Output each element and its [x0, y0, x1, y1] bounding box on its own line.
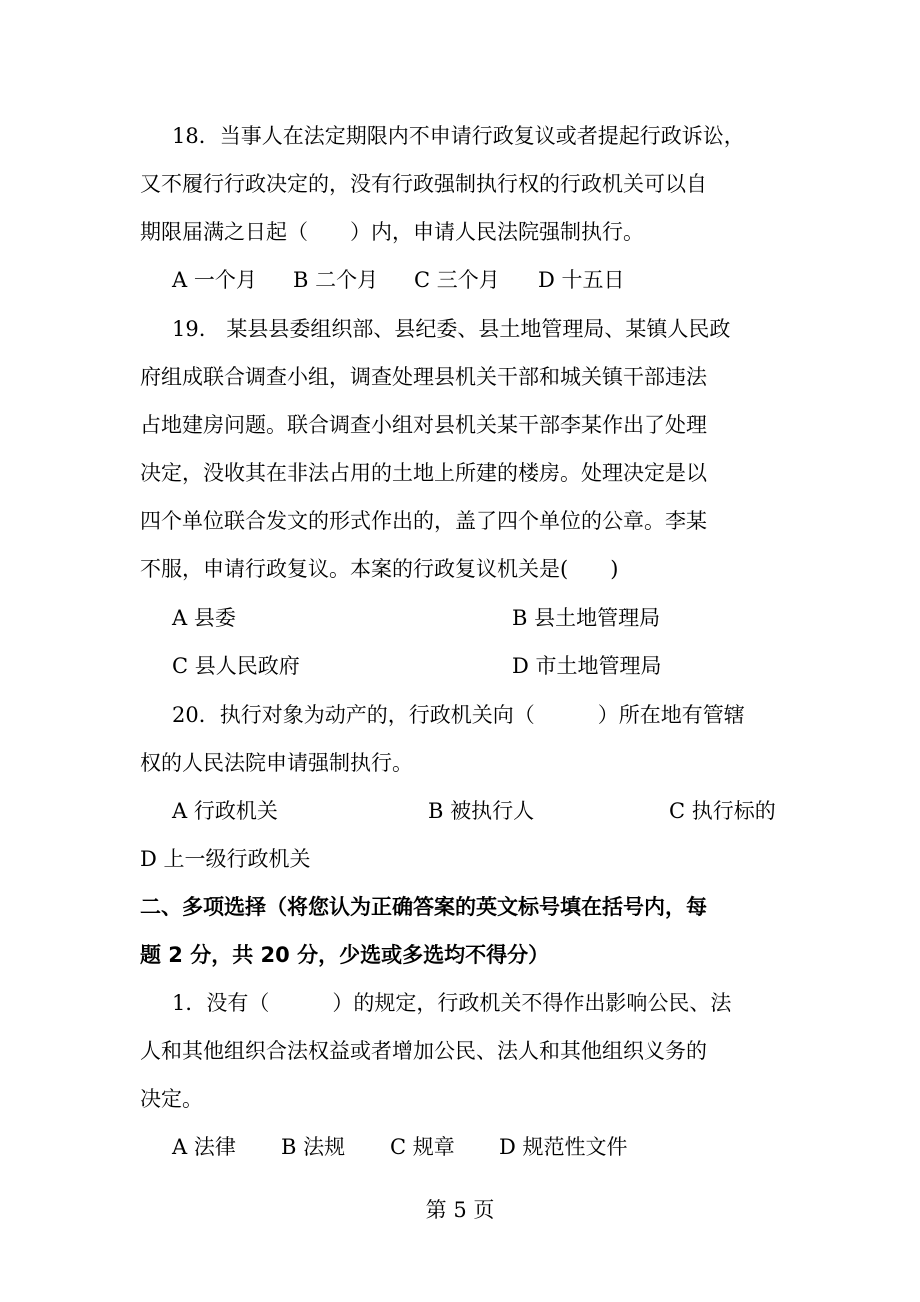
section-2-heading-line-2: 题 2 分，共 20 分，少选或多选均不得分）	[140, 943, 550, 967]
mq1-line-3: 决定。	[140, 1087, 203, 1111]
q18-option-a: A 一个月	[172, 268, 257, 292]
mq1-line-2: 人和其他组织合法权益或者增加公民、法人和其他组织义务的	[140, 1039, 707, 1063]
q19-option-c: C 县人民政府	[172, 654, 300, 678]
mq1-option-b: B 法规	[281, 1135, 346, 1159]
q19-line-6: 不服，申请行政复议。本案的行政复议机关是( )	[140, 557, 619, 581]
q19-option-a: A 县委	[172, 606, 236, 630]
mq1-option-d: D 规范性文件	[499, 1135, 628, 1159]
q18-line-2: 又不履行行政决定的，没有行政强制执行权的行政机关可以自	[140, 172, 707, 196]
q20-option-a: A 行政机关	[172, 799, 278, 823]
q18-line-3: 期限届满之日起（ ）内，申请人民法院强制执行。	[140, 220, 644, 244]
q18-option-c: C 三个月	[414, 268, 500, 292]
q19-option-d: D 市土地管理局	[512, 654, 662, 678]
q19-line-4: 决定，没收其在非法占用的土地上所建的楼房。处理决定是以	[140, 461, 707, 485]
q19-line-5: 四个单位联合发文的形式作出的，盖了四个单位的公章。李某	[140, 509, 707, 533]
q19-line-2: 府组成联合调查小组，调查处理县机关干部和城关镇干部违法	[140, 365, 707, 389]
mq1-line-1: 1．没有（ ）的规定，行政机关不得作出影响公民、法	[172, 991, 732, 1015]
q18-option-b: B 二个月	[293, 268, 379, 292]
q18-option-d: D 十五日	[538, 268, 625, 292]
q19-option-b: B 县土地管理局	[512, 606, 661, 630]
mq1-option-c: C 规章	[390, 1135, 455, 1159]
q19-line-1: 19. 某县县委组织部、县纪委、县土地管理局、某镇人民政	[172, 317, 731, 341]
q20-option-c: C 执行标的	[669, 799, 776, 823]
page-number: 第 5 页	[425, 1198, 495, 1222]
q20-line-1: 20．执行对象为动产的，行政机关向（ ）所在地有管辖	[172, 703, 745, 727]
q20-option-b: B 被执行人	[428, 799, 535, 823]
mq1-option-a: A 法律	[172, 1135, 236, 1159]
q19-line-3: 占地建房问题。联合调查小组对县机关某干部李某作出了处理	[140, 413, 707, 437]
q20-option-d: D 上一级行政机关	[140, 847, 311, 871]
section-2-heading-line-1: 二、多项选择（将您认为正确答案的英文标号填在括号内，每	[140, 895, 707, 919]
q18-line-1: 18．当事人在法定期限内不申请行政复议或者提起行政诉讼，	[172, 124, 745, 148]
q20-line-2: 权的人民法院申请强制执行。	[140, 751, 413, 775]
